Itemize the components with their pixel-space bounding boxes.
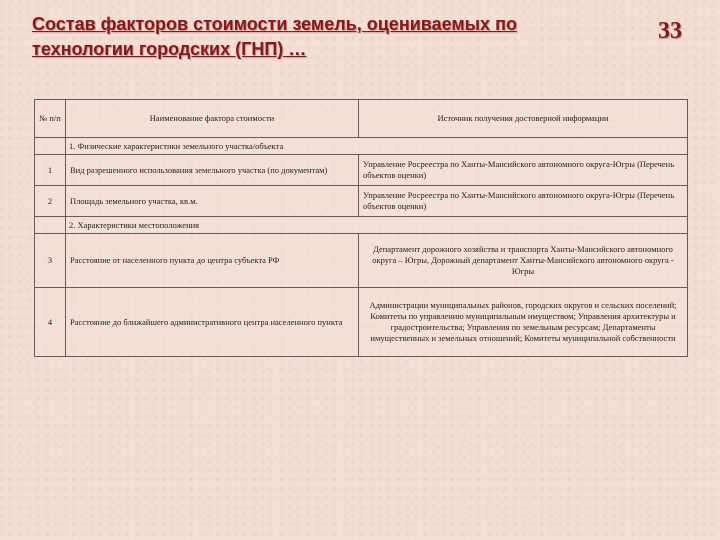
row-source: Управление Росреестра по Ханты-Мансийского автономного округа-Югры (Перечень объектов оценки) xyxy=(359,155,688,186)
row-source: Департамент дорожного хозяйства и транспорта Ханты-Мансийского автономного округа – Югры, Дорожный департамент Ханты-Мансийского автономного округа - Югры xyxy=(359,234,688,288)
table-row xyxy=(35,288,688,357)
factors-table xyxy=(34,99,688,357)
row-factor-name: Площадь земельного участка, кв.м. xyxy=(66,186,359,217)
row-factor-name: Вид разрешенного использования земельного участка (по документам) xyxy=(66,155,359,186)
section-title: 2. Характеристики местоположения xyxy=(66,217,688,234)
row-source: Управление Росреестра по Ханты-Мансийского автономного округа-Югры (Перечень объектов оценки) xyxy=(359,186,688,217)
table-row xyxy=(35,155,688,186)
header-source: Источник получения достоверной информации xyxy=(359,100,688,138)
section-title: 1. Физические характеристики земельного участка/объекта xyxy=(66,138,688,155)
row-num: 2 xyxy=(35,186,66,217)
table-row xyxy=(35,186,688,217)
row-num: 1 xyxy=(35,155,66,186)
slide-number: 33 xyxy=(658,18,682,44)
row-factor-name: Расстояние до ближайшего административного центра населенного пункта xyxy=(66,288,359,357)
section-row xyxy=(35,217,688,234)
header-name: Наименование фактора стоимости xyxy=(66,100,359,138)
table-header-row xyxy=(35,100,688,138)
row-num: 3 xyxy=(35,234,66,288)
header-num: № п/п xyxy=(35,100,66,138)
section-spacer xyxy=(35,217,66,234)
section-spacer xyxy=(35,138,66,155)
slide-title: Состав факторов стоимости земель, оцениваемых по технологии городских (ГНП) … xyxy=(32,14,517,59)
table-row xyxy=(35,234,688,288)
row-factor-name: Расстояние от населенного пункта до центра субъекта РФ xyxy=(66,234,359,288)
row-num: 4 xyxy=(35,288,66,357)
row-source: Администрации муниципальных районов, городских округов и сельских поселений; Комитеты по управлению муниципальным имуществом; Управления архитектуры и градостроительства; Управления по земельным ресурсам; Департаменты имущественных и земельных отношений; Комитеты муниципальной собственности xyxy=(359,288,688,357)
section-row xyxy=(35,138,688,155)
